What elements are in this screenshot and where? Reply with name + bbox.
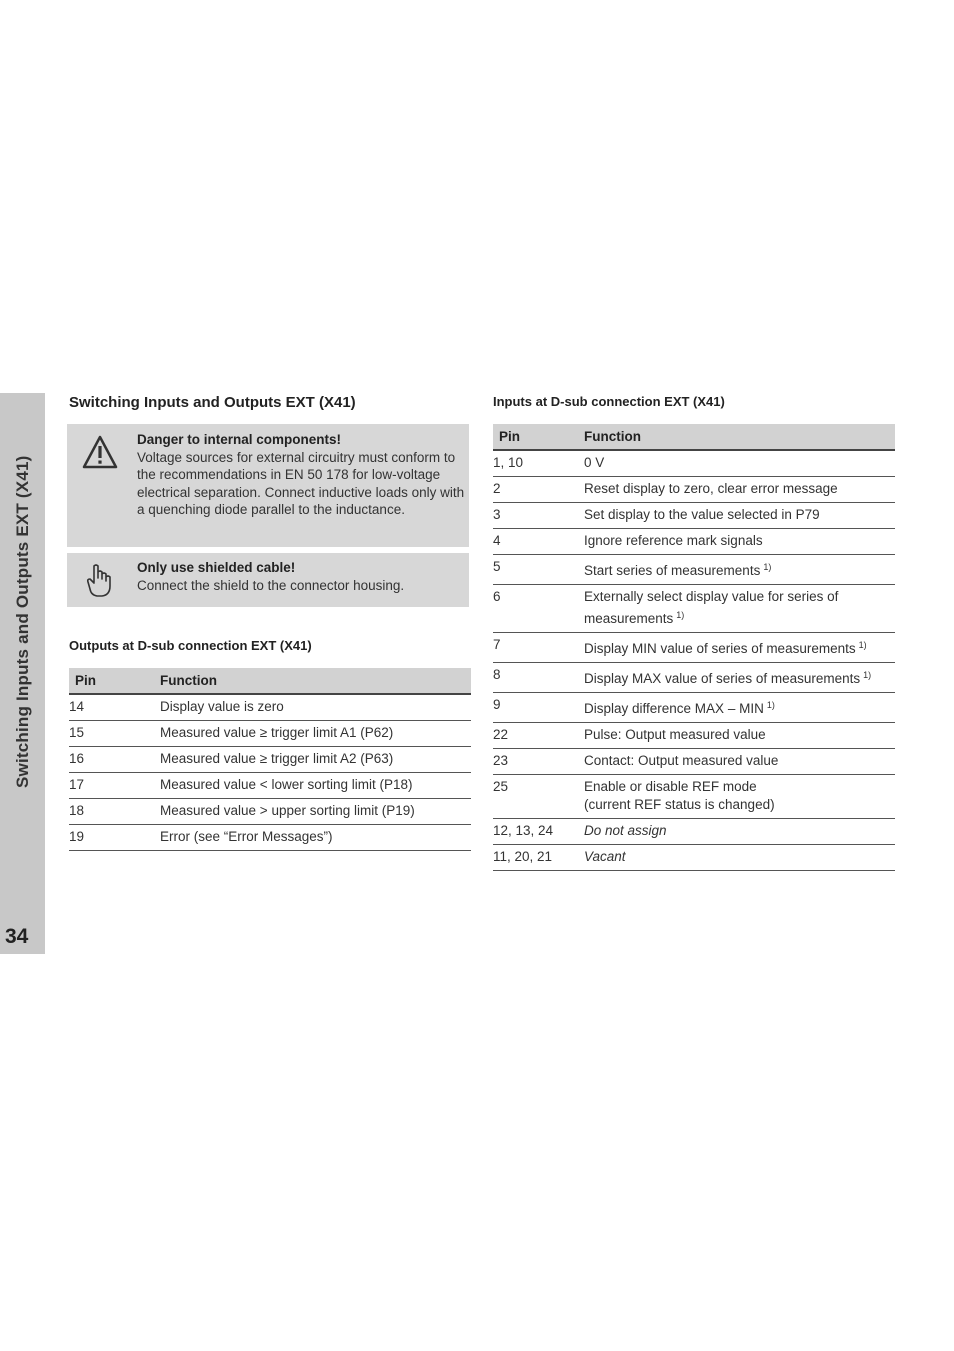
pin-cell: 12, 13, 24 bbox=[493, 819, 584, 845]
pin-cell: 9 bbox=[493, 693, 584, 723]
pin-cell: 5 bbox=[493, 555, 584, 585]
pin-cell: 19 bbox=[69, 825, 160, 851]
function-text: Display MAX value of series of measurements bbox=[584, 671, 861, 686]
inputs-table bbox=[493, 424, 895, 871]
table-row bbox=[69, 799, 471, 825]
function-text: Display MIN value of series of measurements bbox=[584, 641, 856, 656]
footnote-marker: 1) bbox=[863, 670, 872, 680]
function-cell: Measured value > upper sorting limit (P19) bbox=[160, 799, 471, 825]
function-cell bbox=[584, 585, 895, 633]
table-row bbox=[493, 819, 895, 845]
function-text: Start series of measurements bbox=[584, 563, 761, 578]
pin-cell: 6 bbox=[493, 585, 584, 633]
function-cell: Pulse: Output measured value bbox=[584, 723, 895, 749]
danger-note-heading: Danger to internal components! bbox=[137, 432, 342, 447]
function-text: Enable or disable REF mode bbox=[584, 779, 757, 794]
function-cell bbox=[584, 693, 895, 723]
pin-cell: 3 bbox=[493, 503, 584, 529]
inputs-title: Inputs at D-sub connection EXT (X41) bbox=[493, 394, 725, 409]
pointing-hand-icon bbox=[85, 564, 113, 603]
pin-cell: 1, 10 bbox=[493, 450, 584, 477]
page-number: 34 bbox=[5, 925, 29, 948]
function-cell: Contact: Output measured value bbox=[584, 749, 895, 775]
function-text: Display difference MAX – MIN bbox=[584, 701, 764, 716]
table-row bbox=[69, 721, 471, 747]
pin-cell: 17 bbox=[69, 773, 160, 799]
function-cell: Vacant bbox=[584, 845, 895, 871]
table-row bbox=[493, 723, 895, 749]
footnote-marker: 1) bbox=[858, 640, 867, 650]
column-header-pin: Pin bbox=[69, 668, 160, 694]
pin-cell: 8 bbox=[493, 663, 584, 693]
function-cell: Reset display to zero, clear error message bbox=[584, 477, 895, 503]
pin-cell: 14 bbox=[69, 694, 160, 721]
function-text: Externally select display value for series of bbox=[584, 589, 839, 604]
pin-cell: 2 bbox=[493, 477, 584, 503]
outputs-table bbox=[69, 668, 471, 851]
table-row bbox=[493, 503, 895, 529]
function-cell: Measured value ≥ trigger limit A1 (P62) bbox=[160, 721, 471, 747]
pin-cell: 23 bbox=[493, 749, 584, 775]
function-cell: Error (see “Error Messages”) bbox=[160, 825, 471, 851]
pin-cell: 15 bbox=[69, 721, 160, 747]
danger-note-text: Voltage sources for external circuitry must conform to the recommendations in EN 50 178 for low-voltage electrical separation. Connect inductive loads only with a quenching diode parallel to the inductance. bbox=[137, 449, 465, 517]
function-cell: Do not assign bbox=[584, 819, 895, 845]
side-title: Switching Inputs and Outputs EXT (X41) bbox=[13, 455, 32, 788]
function-cell bbox=[584, 663, 895, 693]
footnote-marker: 1) bbox=[763, 562, 772, 572]
table-row bbox=[493, 775, 895, 819]
table-row bbox=[493, 529, 895, 555]
table-row bbox=[493, 693, 895, 723]
pin-cell: 18 bbox=[69, 799, 160, 825]
table-row bbox=[493, 450, 895, 477]
function-cell: Measured value < lower sorting limit (P18) bbox=[160, 773, 471, 799]
cable-note-heading: Only use shielded cable! bbox=[137, 560, 296, 575]
table-header-row bbox=[493, 424, 895, 450]
table-row bbox=[493, 585, 895, 633]
table-row bbox=[493, 663, 895, 693]
function-cell bbox=[584, 555, 895, 585]
side-title-wrap bbox=[0, 398, 45, 788]
cable-note-text: Connect the shield to the connector housing. bbox=[137, 577, 405, 593]
outputs-title: Outputs at D-sub connection EXT (X41) bbox=[69, 638, 312, 653]
table-row bbox=[493, 633, 895, 663]
table-row bbox=[69, 773, 471, 799]
pin-cell: 11, 20, 21 bbox=[493, 845, 584, 871]
section-title: Switching Inputs and Outputs EXT (X41) bbox=[69, 394, 356, 411]
function-cell: Display value is zero bbox=[160, 694, 471, 721]
function-cell bbox=[584, 775, 895, 819]
pin-cell: 16 bbox=[69, 747, 160, 773]
footnote-marker: 1) bbox=[766, 700, 775, 710]
table-header-row bbox=[69, 668, 471, 694]
function-text-line2: (current REF status is changed) bbox=[584, 797, 775, 812]
function-cell: Ignore reference mark signals bbox=[584, 529, 895, 555]
column-header-function: Function bbox=[584, 424, 895, 450]
pin-cell: 7 bbox=[493, 633, 584, 663]
warning-triangle-icon bbox=[81, 434, 119, 475]
column-header-function: Function bbox=[160, 668, 471, 694]
table-row bbox=[493, 749, 895, 775]
function-cell: 0 V bbox=[584, 450, 895, 477]
table-row bbox=[69, 825, 471, 851]
table-row bbox=[493, 477, 895, 503]
table-row bbox=[493, 555, 895, 585]
function-cell: Set display to the value selected in P79 bbox=[584, 503, 895, 529]
table-row bbox=[493, 845, 895, 871]
function-cell: Measured value ≥ trigger limit A2 (P63) bbox=[160, 747, 471, 773]
column-header-pin: Pin bbox=[493, 424, 584, 450]
pin-cell: 25 bbox=[493, 775, 584, 819]
cable-note bbox=[67, 553, 469, 607]
danger-note bbox=[67, 424, 469, 547]
pin-cell: 22 bbox=[493, 723, 584, 749]
function-cell bbox=[584, 633, 895, 663]
table-row bbox=[69, 747, 471, 773]
footnote-marker: 1) bbox=[676, 610, 685, 620]
pin-cell: 4 bbox=[493, 529, 584, 555]
table-row bbox=[69, 694, 471, 721]
function-text-line2: measurements bbox=[584, 611, 674, 626]
